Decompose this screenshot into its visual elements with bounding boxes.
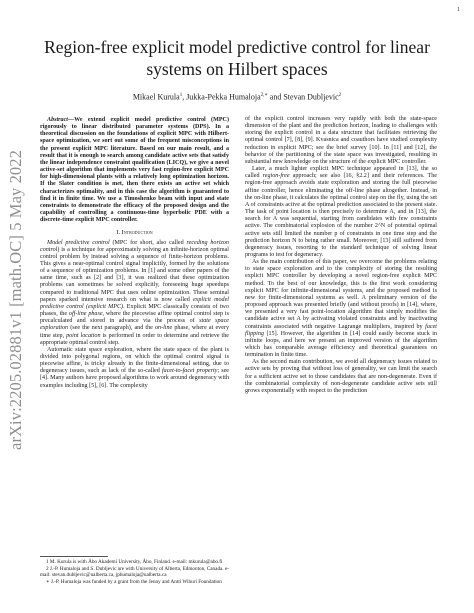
intro-paragraph-2 [40,347,229,390]
text-span: phase, where at every time step, [40,325,229,339]
term-region-free: region-free [262,173,290,180]
text-span: Later, a much lighter explicit MPC technique appeared in [13], the so called [245,166,437,180]
text-span: [15]. However, the algorithm in [14] could easily become stuck in infinite loops, and here we present an improved version of the algorithm which has comparable average efficiency and theoretical guarantees on termination in finite time. [245,330,437,359]
term-point-location: point location [66,332,101,339]
author-3: Stevan Dubljevic [283,92,339,102]
text-span: is performed in order to determine and retrieve the appropriate optimal control step. [40,332,230,346]
text-span: . Explicit MPC classically consists of two phases, the [40,303,229,318]
footnotes [40,559,229,585]
term-online: on-line [154,325,173,332]
term-mpc: Model predictive control [47,239,110,246]
footnote-1: 1 M. Kurula is with Åbo Akademi University, Åbo, Finland. e-mail: mkurula@abo.fi [46,559,223,565]
body-paragraph-2 [245,166,437,259]
abstract-label: Abstract [47,117,68,123]
term-receding-horizon: receding horizon control [40,239,229,253]
left-column [40,117,229,390]
abstract [40,117,229,224]
author-2: Jukka-Pekka Humaloja [186,92,261,102]
text-span: ; see [4]. Many authors have proposed algorithms to work around degeneracy with examples including [5], [6]. The complexity [40,368,230,389]
term-explicit-mpc: explicit model predictive control (explicit MPC) [40,296,229,310]
term-offline-phase: off-line phase [68,311,103,318]
author-1: Mikael Kurula [132,92,180,102]
text-span: approach; see also [16, §2.2] and their references. The region-free approach avoids state exploration and storing the full piecewise affine controller, hence eliminating the off-line phase altogether. Instead, in the on-line phase, it calculates the optimal control step on the fly, using the set A of constraints active at the optimal prediction associated to the present state. The task of point location is then precisely to determine A, and in [13], the search for A was sequential, starting from candidates with few constraints active. The combinatorial explosion of the number 2^N of potential optimal active sets still limited the number p of constraints in one time step and the prediction horizon N to being rather small. Moreover, [13] still suffered from degeneracy issues, resorting to the standard technique of solving linear programs to test for degeneracy. [245,173,437,258]
page-number: 1 [457,7,460,13]
term-facet-to-facet: facet-to-facet property [161,368,218,375]
footnote-2: 2 J.-P. Humaloja and S. Dubljevic are with University of Alberta, Edmonton, Canada. e-mail: stevan.dubljevic@ualberta.ca, jphumaloja@ualberta.ca [40,565,229,578]
term-state-space-exploration: state space exploration [40,318,229,332]
arxiv-identifier-text: arXiv:2205.02881v1 [math.OC] 5 May 2022 [6,150,26,450]
text-span: ) is a technique for approximately solving an infinite-horizon optimal control problem by instead solving a sequence of finite-horizon problems. This gives a near-optimal control signal implicitly, formed by the solutions of a sequence of optimization problems. In [1] and some other papers of the same time, such as [2] and [3], it was realized that these optimization problems can sometimes be solved explicitly, foreseeing huge speedups compared to traditional MPC that uses online optimization. These seminal papers sparked intensive research on what is now called [40,246,229,303]
author-line [40,91,434,103]
body-paragraph-3 [245,259,437,359]
footnote-3: ∗ J.-P. Humaloja was funded by a grant from the Jenny and Antti Wihuri Foundation [46,578,222,585]
author-separator: and [267,92,284,102]
term-facet-flipping: facet flipping [245,323,437,337]
right-column [245,116,437,395]
text-span: , where the piecewise affine optimal control step is precalculated and stored in advance via the process of [40,311,229,325]
text-span: (see the next paragraph), and the [68,325,155,332]
footnote-divider [40,556,108,557]
text-span: Automatic state space exploration, where the state space of the plant is divided into polygonal regions, on which the optimal control signal is piecewise affine, is tricky already in the finite-dimensional setting, due to degeneracy issues, such as lack of the so-called [40,346,229,375]
abstract-text: —We extend explicit model predictive control (MPC) rigorously to linear distributed parameter systems (DPS). In a theoretical discussion on the foundations of explicit MPC with Hilbert-space optimization, we sort out some of the frequent misconceptions in the present explicit MPC literature. Based on our main result, and a result that it is enough to search among candidate active sets that satisfy the linear independence constraint qualification (LICQ), we give a novel active-set algorithm that implements very fast region-free explicit MPC for high-dimensional plants with a relatively long optimization horizon. If the Slater condition is met, then there exists an active set which characterizes optimality, and in this case the algorithm is guaranteed to find it in finite time. We use a Timoshenko beam with input and state constraints to demonstrate the efficacy of the proposed design and the capability of controlling a continuous-time hyperbolic PDE with a discrete-time explicit MPC controller. [40,117,229,224]
author-2-affiliation: 2,∗ [260,93,268,98]
paper-title: Region-free explicit model predictive control for linear systems on Hilbert spaces [44,37,430,79]
author-separator: , [182,92,187,102]
text-span: (MPC for short, also called [109,239,187,246]
text-span: As the main contribution of this paper, we overcome the problems relating to state space exploration and to the complexity of storing the resulting explicit MPC controller by developing a novel region-free explicit MPC method. To the best of our knowledge, this is the first work considering explicit MPC for infinite-dimensional systems, and the proposed method is new for finite-dimensional systems as well. A preliminary version of the proposed approach was presented briefly (and without proofs) in [14], where, we presented a very fast point-location algorithm that simply modifies the candidate active set A by activating violated constraints and by inactivating constraints associated with negative Lagrange multipliers, inspired by [245,259,437,330]
author-3-affiliation: 2 [338,93,342,98]
body-paragraph-4: As the second main contribution, we avoid all degeneracy issues related to active sets by proving that without loss of generality, we can limit the search for a sufficient active set to those candidates that are non-degenerate. Even if the combinatorial complexity of non-degenerate candidate active sets still grows exponentially with respect to the prediction [245,359,437,394]
arxiv-identifier-stamp [6,135,26,465]
body-paragraph-1: of the explicit control increases very rapidly with both the state-space dimension of the plant and the prediction horizon, leading to challenges with storing the explicit control in a data structure that facilitates retrieving the optimal control [7], [8], [9]. Kvasnica and coauthors have studied complexity reduction in explicit MPC; see the brief survey [10]. In [11] and [12], the behavior of the partitioning of the state space was investigated, resulting in substantial new knowledge on the structure of the explicit MPC controller. [245,116,437,165]
intro-paragraph-1 [40,240,229,347]
section-heading-introduction: I. Introduction [116,229,153,237]
author-1-affiliation: 1 [179,93,183,98]
